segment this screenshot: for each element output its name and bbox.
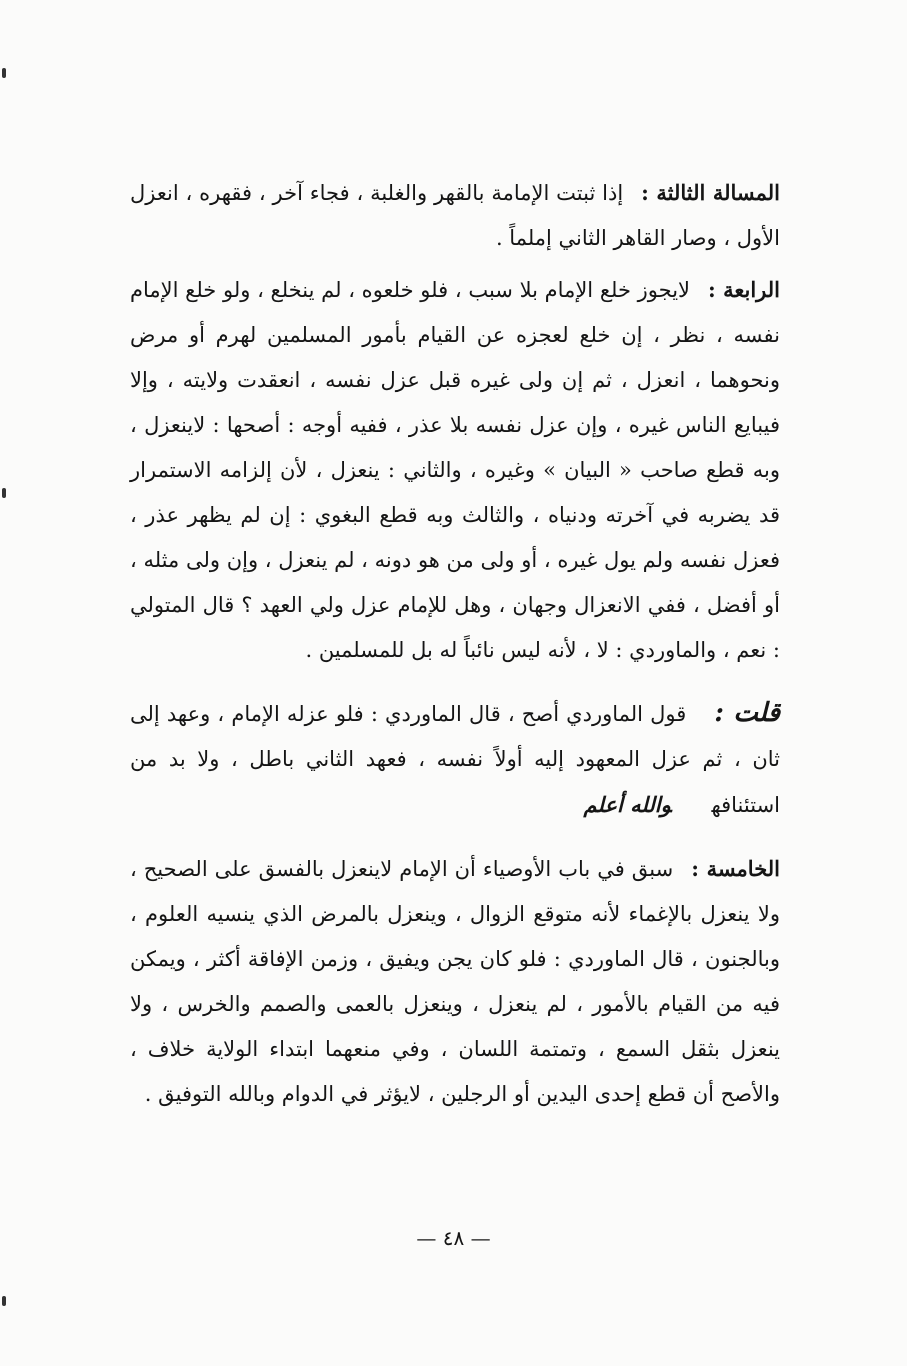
page-number: — ٤٨ — [416,1226,491,1250]
closing-phrase: والله أعلم [583,792,672,817]
paragraph-heading: الخامسة : [691,856,780,881]
paragraph-third-issue [130,170,780,261]
margin-mark [2,68,6,78]
paragraph-heading: الرابعة : [708,277,780,302]
paragraph-heading: قلت : [714,698,780,728]
paragraph-text: لايجوز خلع الإمام بلا سبب ، فلو خلعوه ، لم ينخلع ، ولو خلع الإمام نفسه ، نظر ، إن خلع لعجزه عن القيام بأمور المسلمين لهرم أو مرض ونحوهما ، انعزل ، ثم إن ولى غيره قبل عزل نفسه ، انعقدت ولايته ، وإلا فيبايع الناس غيره ، وإن عزل نفسه بلا عذر ، ففيه أوجه : أصحها : لاينعزل ، وبه قطع صاحب « البيان » وغيره ، والثاني : ينعزل ، لأن إلزامه الاستمرار قد يضربه في آخرته ودنياه ، والثالث وبه قطع البغوي : إن لم يظهر عذر ، فعزل نفسه ولم يول غيره ، أو ولى من هو دونه ، لم ينعزل ، وإن ولى مثله ، أو أفضل ، ففي الانعزال وجهان ، وهل للإمام عزل ولي العهد ؟ قال المتولي : نعم ، والماوردي : لا ، لأنه ليس نائباً له بل للمسلمين . [130,278,780,662]
margin-mark [2,488,6,498]
paragraph-text: قول الماوردي أصح ، قال الماوردي : فلو عزله الإمام ، وعهد إلى ثان ، ثم عزل المعهود إليه أولاً نفسه ، فعهد الثاني باطل ، ولا بد من استئنافه [130,702,780,817]
page-body [130,170,780,1117]
paragraph-heading: المسالة الثالثة : [641,180,781,205]
margin-mark [2,1296,6,1306]
paragraph-qult [130,691,780,828]
paragraph-text: سبق في باب الأوصياء أن الإمام لاينعزل بالفسق على الصحيح ، ولا ينعزل بالإغماء لأنه متوقع الزوال ، وينعزل بالمرض الذي ينسيه العلوم ، وبالجنون ، قال الماوردي : فلو كان يجن ويفيق ، وزمن الإفاقة أكثر ، ويمكن فيه من القيام بالأمور ، لم ينعزل ، وينعزل بالعمى والصمم والخرس ، ولا ينعزل بثقل السمع ، وتمتمة اللسان ، وفي منعهما ابتداء الولاية خلاف ، والأصح أن قطع إحدى اليدين أو الرجلين ، لايؤثر في الدوام وبالله التوفيق . [130,857,780,1106]
paragraph-fifth [130,846,780,1117]
paragraph-text: إذا ثبتت الإمامة بالقهر والغلبة ، فجاء آخر ، فقهره ، انعزل الأول ، وصار القاهر الثاني إملماً . [130,181,780,250]
paragraph-fourth [130,267,780,673]
